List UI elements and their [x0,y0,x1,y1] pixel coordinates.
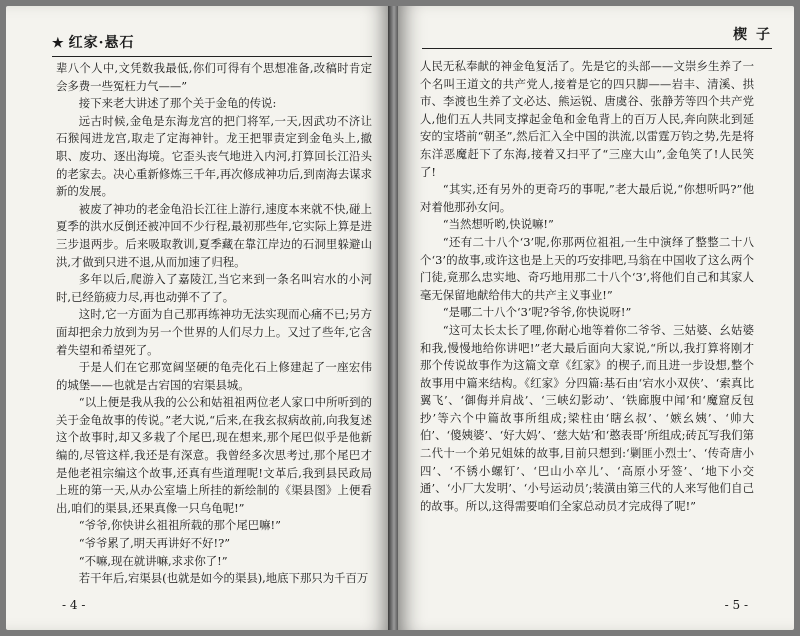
paragraph: “爷爷累了,明天再讲好不好!?” [78,536,231,551]
left-running-header [52,32,372,57]
left-header-title: 红家·悬石 [68,35,135,51]
paragraph: 这时,它一方面为自己那再练神功无法实现而心痛不已;另方面却把余力放到为另一个世界的人们尽力上。又过了些年,它含着失望和希望死了。 [56,307,372,357]
paragraph: “其实,还有另外的更奇巧的事呢,”老大最后说,“你想听吗?”他对着他那孙女问。 [420,182,754,214]
right-page-number: - 5 - [724,598,748,612]
right-page [398,6,794,630]
paragraph: “当然想听哟,快说嘛!” [442,217,554,232]
paragraph: 辈八个人中,文凭数我最低,你们可得有个思想准备,改稿时肯定会多费一些冤枉力气——” [56,61,372,93]
right-body-text [420,58,754,515]
paragraph: 人民无私奉献的神金龟复活了。先是它的头部——文崇乡生养了一个名叫王道文的共产党人,接着是它的四只脚——岩丰、清溪、拱市、李渡也生养了文必达、熊运锐、唐虞谷、张静芳等四个共产党人,他们五人共同支撑起金龟和金龟背上的百万人民,奔向陕北到延安的宝塔前“朝圣”,然后汇入全中国的洪流,以雷霆万钧之势,先是将东洋恶魔赶下了东海,接着又扫平了“三座大山”,金龟笑了!人民笑了! [420,59,754,179]
left-page [6,6,390,630]
paragraph: “是哪二十八个‘3’呢?爷爷,你快说呀!” [442,305,632,320]
paragraph: 被废了神功的老金龟沿长江往上游行,速度本来就不快,碰上夏季的洪水反倒还被冲回不少行程,最初那些年,它实际上算是进三步退两步。后来吸取教训,夏季藏在靠江岸边的石洞里躲避山洪,才做到只进不退,从而加速了归程。 [56,201,372,269]
paragraph: “爷爷,你快讲幺祖祖所载的那个尾巴嘛!” [78,518,281,533]
left-page-number: - 4 - [62,598,86,612]
paragraph: 接下来老大讲述了那个关于金龟的传说: [78,96,277,111]
paragraph: “不嘛,现在就讲嘛,求求你了!” [78,553,228,568]
paragraph: “还有二十八个‘3’呢,你那两位祖祖,一生中演绎了整整二十八个‘3’的故事,或许这也是上天的巧安排吧,马翁在中国收了这么两个门徒,竟那么忠实地、奇巧地用那二十八个‘3’,将他们自己和其家人毫无保留地献给伟大的共产主义事业!” [420,234,754,302]
paragraph: 若干年后,宕渠县(也就是如今的渠县),地底下那只为千百万 [78,571,369,586]
paragraph: “这可太长太长了哩,你耐心地等着你二爷爷、三姑婆、幺姑婆和我,慢慢地给你讲吧!”老大最后面向大家说,“所以,我打算将刚才那个传说故事作为这篇文章《红家》的楔子,而且进一步设想,整个故事用中篇来结构。《红家》分四篇:基石由‘宕水小双侠’、‘索真比翼飞’、‘御侮并肩战’、‘三峡幻影动’、‘铁廊腹中闻’和‘魔窟反包抄’等六个中篇故事所组成;梁柱由‘瞎幺叔’、‘嫉幺姨’、‘帅大伯’、‘傻姨婆’、‘好大妈’、‘慈大姑’和‘憨表哥’所组成;砖瓦写我们第二代十一个弟兄姐妹的故事,目前只想到:‘剿匪小烈士’、‘传奇唐小四’、‘不锈小螺钉’、‘巴山小卒儿’、‘高原小牙签’、‘地下小交通’、‘小厂大发明’、‘小号运动员’;装潢由第三代的人来写他们自己的故事。所以,这得需要咱们全家总动员才完成得了呢!” [420,322,754,513]
paragraph: 远古时候,金龟是东海龙宫的把门将军,一天,因武功不济让石猴闯进龙宫,取走了定海神针。龙王把罪责定到金龟头上,撤职、废功、逐出海境。它歪头丧气地进入内河,打算回长江沿头的老家去。决心重新修炼三千年,再次修成神功后,到南海去谋求新的发展。 [56,113,372,199]
paragraph: “以上便是我从我的公公和姑祖祖两位老人家口中所听到的关于金龟故事的传说。”老大说,“后来,在我玄叔病故前,向我复述这个故事时,却又多栽了个尾巴,现在想来,那个尾巴似乎是他新编的,尽管这样,我还是有深意。我曾经多次思考过,那个尾巴才是他老祖宗编这个故事,还真有些道理呢!文革后,我到县民政局上班的第一天,从办公室墙上所挂的新绘制的《渠县图》上便看出,咱们的渠县,还果真像一只乌龟呢!” [56,395,372,515]
star-icon: ★ [52,36,65,51]
right-running-header: 楔 子 [422,24,772,49]
paragraph: 于是人们在它那宽阔坚硬的龟壳化石上修建起了一座宏伟的城堡——也就是古宕国的宕渠县城。 [56,360,372,392]
left-body-text [56,60,372,588]
paragraph: 多年以后,爬游入了嘉陵江,当它来到一条名叫宕水的小河时,已经筋疲力尽,再也动弹不了了。 [56,272,372,304]
